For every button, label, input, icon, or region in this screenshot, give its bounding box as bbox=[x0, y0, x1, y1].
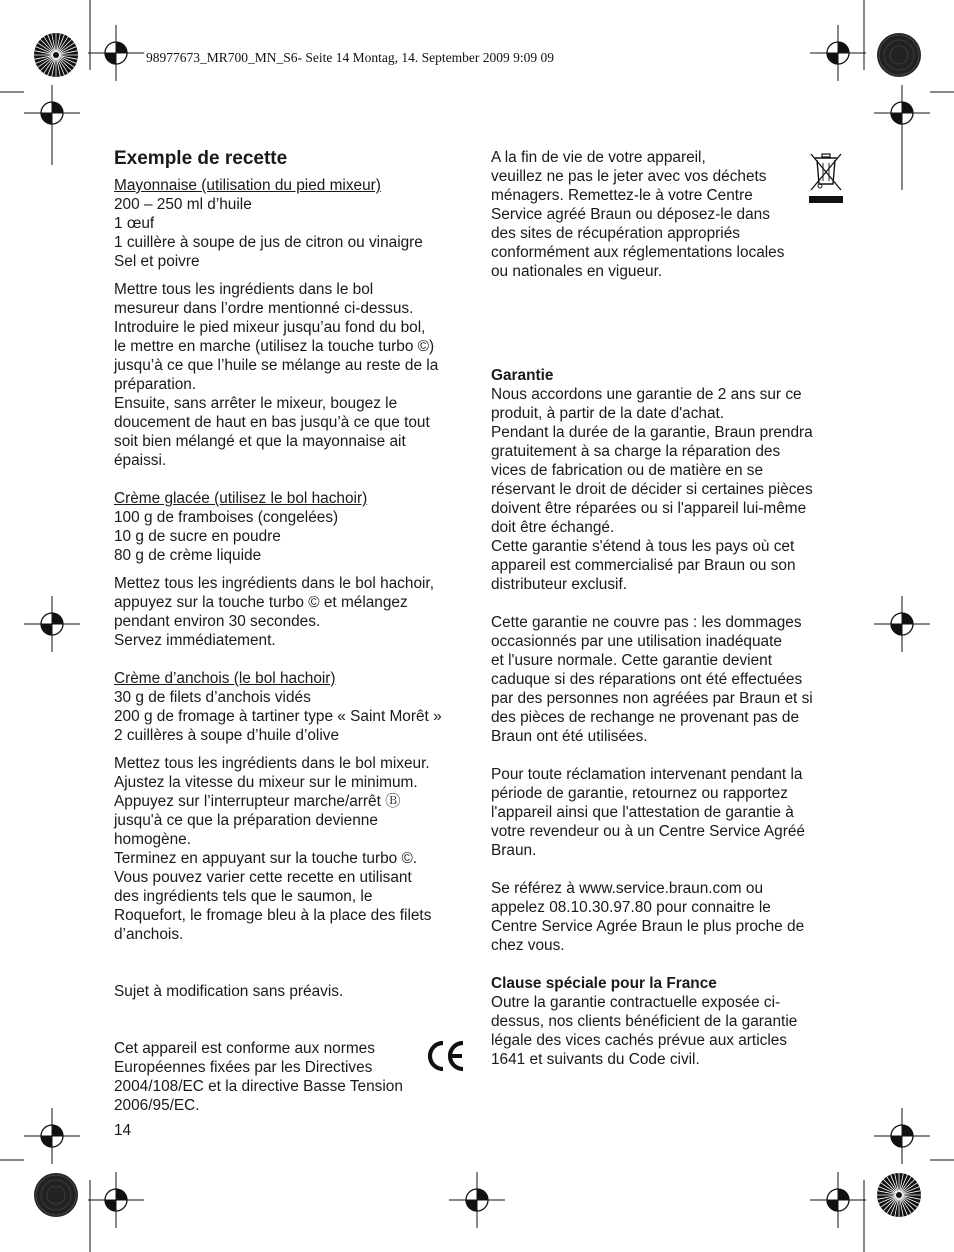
ingredient-item: 30 g de filets d’anchois vidés bbox=[114, 689, 311, 706]
registration-mark-icon bbox=[874, 1108, 930, 1164]
registration-mark-icon bbox=[874, 596, 930, 652]
step-line: appuyez sur la touche turbo © et mélangez bbox=[114, 594, 408, 611]
recipe-title-ice-cream: Crème glacée (utilisez le bol hachoir) bbox=[114, 490, 368, 507]
warranty-line: Braun ont été utilisées. bbox=[491, 728, 648, 745]
conformity-line: Cet appareil est conforme aux normes bbox=[114, 1040, 375, 1057]
step-line: Introduire le pied mixeur jusqu’au fond du bol, bbox=[114, 319, 426, 336]
clause-title: Clause spéciale pour la France bbox=[491, 975, 717, 992]
step-line: Vous pouvez varier cette recette en utilisant bbox=[114, 869, 412, 886]
color-target-icon bbox=[34, 33, 78, 77]
step-line: doucement de haut en bas jusqu’à ce que tout bbox=[114, 414, 430, 431]
ingredient-item: 1 œuf bbox=[114, 215, 155, 232]
recipe-title-mayonnaise: Mayonnaise (utilisation du pied mixeur) bbox=[114, 177, 381, 194]
warranty-line: Nous accordons une garantie de 2 ans sur ce bbox=[491, 386, 802, 403]
warranty-line: Pour toute réclamation intervenant pendant la bbox=[491, 766, 803, 783]
warranty-line: gratuitement à sa charge la réparation des bbox=[491, 443, 781, 460]
registration-mark-icon bbox=[810, 25, 866, 81]
warranty-line: produit, à partir de la date d'achat. bbox=[491, 405, 725, 422]
warranty-paragraph bbox=[491, 385, 851, 594]
ingredient-item: 100 g de framboises (congelées) bbox=[114, 509, 339, 526]
step-line: le mettre en marche (utilisez la touche turbo ©) bbox=[114, 338, 435, 355]
section-title: Exemple de recette bbox=[114, 148, 288, 169]
warranty-line: l'appareil ainsi que l'attestation de garantie à bbox=[491, 804, 794, 821]
recipe-steps bbox=[114, 280, 474, 470]
disposal-line: A la fin de vie de votre appareil, bbox=[491, 149, 706, 166]
ingredient-item: Sel et poivre bbox=[114, 253, 200, 270]
ingredient-list bbox=[114, 195, 474, 271]
warranty-line: votre revendeur ou à un Centre Service Agréé bbox=[491, 823, 805, 840]
color-target-icon bbox=[877, 1173, 921, 1217]
step-line: Servez immédiatement. bbox=[114, 632, 276, 649]
warranty-line: des pièces de rechange ne provenant pas de bbox=[491, 709, 800, 726]
warranty-line: distributeur exclusif. bbox=[491, 576, 628, 593]
print-header: 98977673_MR700_MN_S6- Seite 14 Montag, 14. September 2009 9:09 09 bbox=[146, 50, 554, 65]
step-line: pendant environ 30 secondes. bbox=[114, 613, 321, 630]
registration-mark-icon bbox=[24, 1108, 80, 1164]
step-line: d’anchois. bbox=[114, 926, 184, 943]
registration-mark-icon bbox=[88, 25, 144, 81]
warranty-line: Se référez à www.service.braun.com ou bbox=[491, 880, 764, 897]
warranty-line: et l'usure normale. Cette garantie devient bbox=[491, 652, 772, 669]
warranty-line: occasionnés par une utilisation inadéquate bbox=[491, 633, 782, 650]
step-line: mesureur dans l’ordre mentionné ci-dessus. bbox=[114, 300, 414, 317]
page-number: 14 bbox=[114, 1122, 132, 1139]
registration-mark-icon bbox=[24, 85, 80, 141]
step-line: jusqu'à ce que la préparation devienne bbox=[114, 812, 378, 829]
step-line: Roquefort, le fromage bleu à la place des filets bbox=[114, 907, 432, 924]
ingredient-item: 80 g de crème liquide bbox=[114, 547, 262, 564]
clause-line: 1641 et suivants du Code civil. bbox=[491, 1051, 700, 1068]
color-target-icon bbox=[877, 33, 921, 77]
disposal-line: conformément aux réglementations locales bbox=[491, 244, 785, 261]
step-line: des ingrédients tels que le saumon, le bbox=[114, 888, 373, 905]
step-line: Ajustez la vitesse du mixeur sur le minimum. bbox=[114, 774, 418, 791]
disposal-block bbox=[491, 148, 851, 281]
step-line: jusqu’à ce que l’huile se mélange au reste de la bbox=[114, 357, 439, 374]
disposal-line: ménagers. Remettez-le à votre Centre bbox=[491, 187, 753, 204]
warranty-line: appareil est commercialisé par Braun ou son bbox=[491, 557, 796, 574]
conformity-line: 2004/108/EC et la directive Basse Tension bbox=[114, 1078, 403, 1095]
step-line: Mettez tous les ingrédients dans le bol mixeur. bbox=[114, 755, 430, 772]
warranty-line: Pendant la durée de la garantie, Braun prendra bbox=[491, 424, 813, 441]
warranty-line: caduque si des réparations ont été effectuées bbox=[491, 671, 803, 688]
step-line: préparation. bbox=[114, 376, 197, 393]
ingredient-item: 200 g de fromage à tartiner type « Saint Morêt » bbox=[114, 708, 442, 725]
modification-notice: Sujet à modification sans préavis. bbox=[114, 983, 344, 1000]
warranty-line: Cette garantie ne couvre pas : les dommages bbox=[491, 614, 802, 631]
ingredient-list bbox=[114, 508, 474, 565]
registration-mark-icon bbox=[88, 1172, 144, 1228]
clause-paragraph bbox=[491, 993, 851, 1069]
ingredient-list bbox=[114, 688, 474, 745]
ce-mark-icon bbox=[426, 1039, 466, 1073]
ingredient-item: 1 cuillère à soupe de jus de citron ou vinaigre bbox=[114, 234, 423, 251]
ingredient-item: 2 cuillères à soupe d’huile d’olive bbox=[114, 727, 340, 744]
warranty-line: Cette garantie s'étend à tous les pays où cet bbox=[491, 538, 795, 555]
registration-mark-icon bbox=[874, 85, 930, 141]
warranty-line: Braun. bbox=[491, 842, 537, 859]
warranty-line: réservant le droit de décider si certaines pièces bbox=[491, 481, 813, 498]
conformity-line: 2006/95/EC. bbox=[114, 1097, 200, 1114]
recipe-steps bbox=[114, 754, 474, 944]
warranty-paragraph bbox=[491, 879, 851, 955]
step-line: Ensuite, sans arrêter le mixeur, bougez le bbox=[114, 395, 398, 412]
registration-mark-icon bbox=[449, 1172, 505, 1228]
step-line: soit bien mélangé et que la mayonnaise ait bbox=[114, 433, 406, 450]
disposal-line: ou nationales en vigueur. bbox=[491, 263, 663, 280]
clause-line: dessus, nos clients bénéficient de la garantie bbox=[491, 1013, 798, 1030]
warranty-line: par des personnes non agréées par Braun et si bbox=[491, 690, 813, 707]
left-column bbox=[114, 148, 474, 1115]
clause-line: légale des vices cachés prévue aux articles bbox=[491, 1032, 787, 1049]
warranty-title: Garantie bbox=[491, 367, 554, 384]
registration-mark-icon bbox=[810, 1172, 866, 1228]
warranty-paragraph bbox=[491, 613, 851, 746]
step-line: Appuyez sur l’interrupteur marche/arrêt Ⓑ bbox=[114, 793, 401, 810]
step-line: épaissi. bbox=[114, 452, 167, 469]
conformity-block bbox=[114, 1039, 474, 1115]
right-column bbox=[491, 148, 851, 1069]
recipe-steps bbox=[114, 574, 474, 650]
ingredient-item: 10 g de sucre en poudre bbox=[114, 528, 281, 545]
registration-mark-icon bbox=[24, 596, 80, 652]
recipe-title-anchovy: Crème d’anchois (le bol hachoir) bbox=[114, 670, 336, 687]
ingredient-item: 200 – 250 ml d’huile bbox=[114, 196, 252, 213]
disposal-line: Service agréé Braun ou déposez-le dans bbox=[491, 206, 770, 223]
step-line: homogène. bbox=[114, 831, 192, 848]
warranty-line: doivent être réparées ou si l'appareil lui-même bbox=[491, 500, 807, 517]
warranty-line: chez vous. bbox=[491, 937, 565, 954]
step-line: Mettre tous les ingrédients dans le bol bbox=[114, 281, 374, 298]
step-line: Mettez tous les ingrédients dans le bol hachoir, bbox=[114, 575, 434, 592]
warranty-line: appelez 08.10.30.97.80 pour connaitre le bbox=[491, 899, 771, 916]
warranty-paragraph bbox=[491, 765, 851, 860]
crossed-bin-icon bbox=[809, 152, 843, 206]
color-target-icon bbox=[34, 1173, 78, 1217]
warranty-line: période de garantie, retournez ou rapportez bbox=[491, 785, 788, 802]
disposal-line: des sites de récupération appropriés bbox=[491, 225, 740, 242]
clause-line: Outre la garantie contractuelle exposée ci- bbox=[491, 994, 781, 1011]
warranty-line: vices de fabrication ou de matière en se bbox=[491, 462, 764, 479]
step-line: Terminez en appuyant sur la touche turbo ©. bbox=[114, 850, 418, 867]
warranty-line: doit être échangé. bbox=[491, 519, 615, 536]
conformity-line: Européennes fixées par les Directives bbox=[114, 1059, 373, 1076]
disposal-line: veuillez ne pas le jeter avec vos déchets bbox=[491, 168, 767, 185]
warranty-line: Centre Service Agrée Braun le plus proche de bbox=[491, 918, 805, 935]
